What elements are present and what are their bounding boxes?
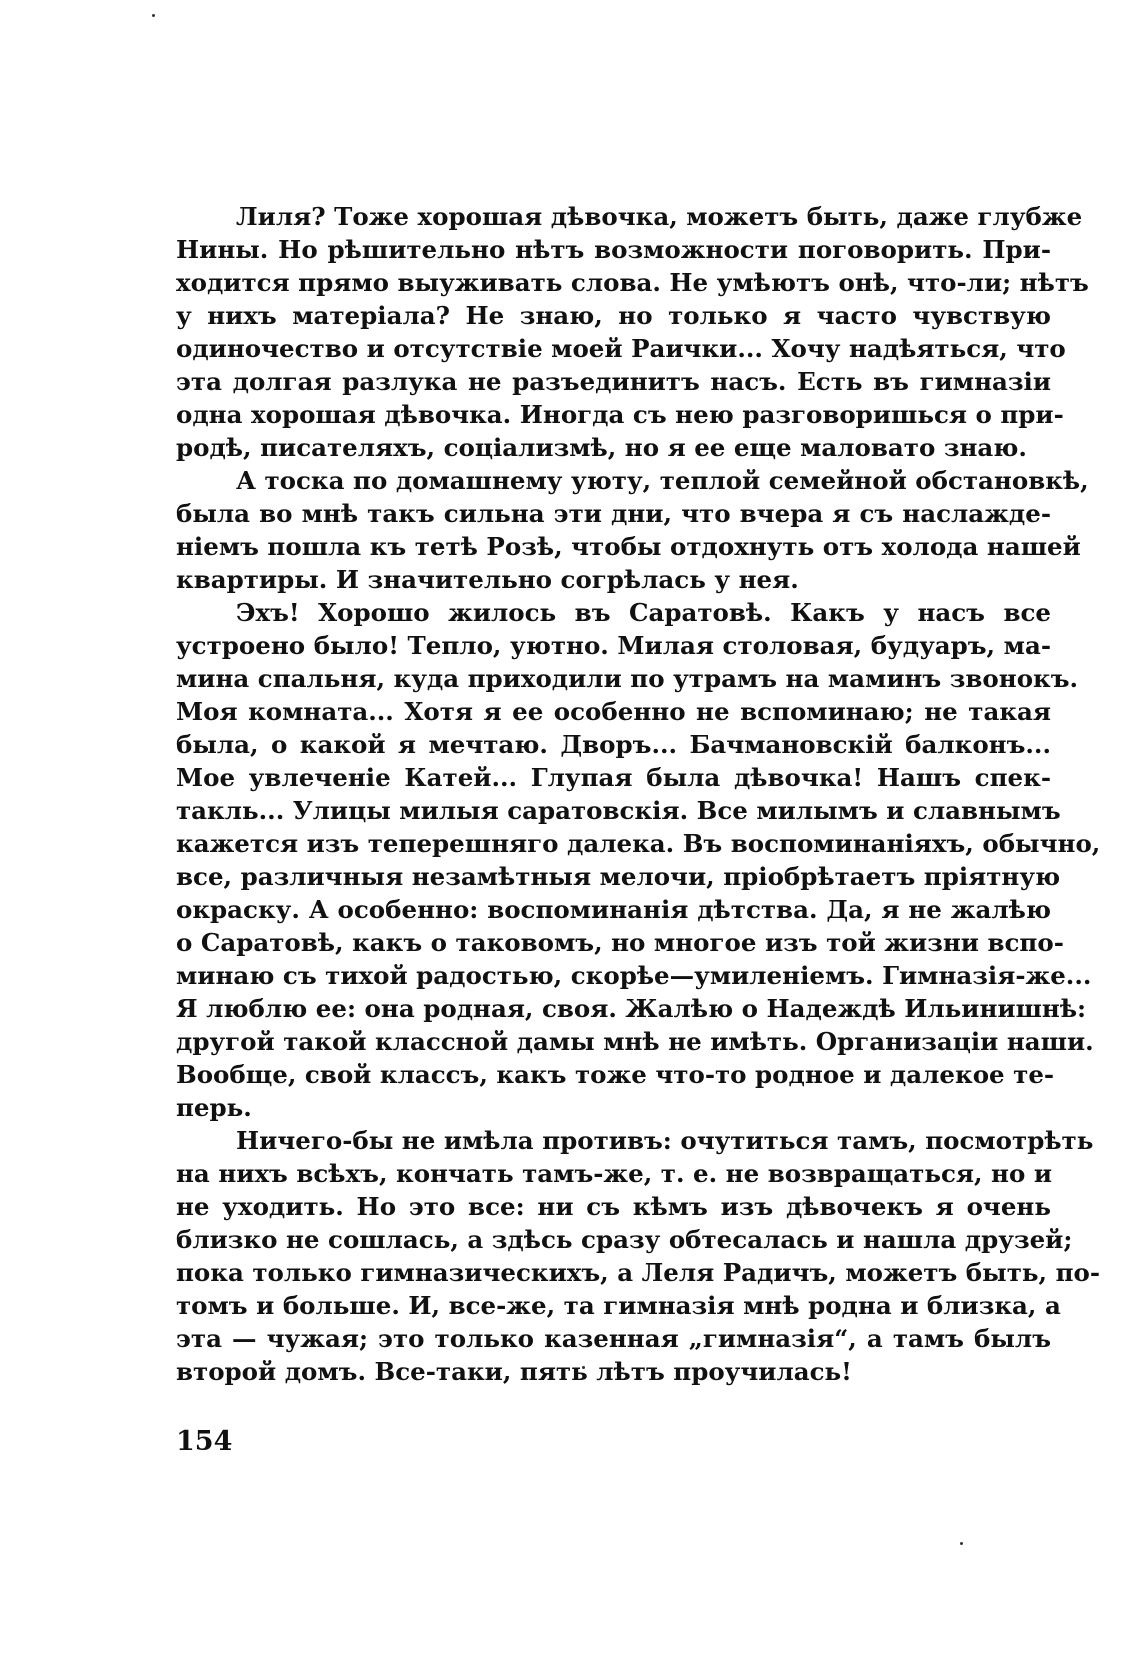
text-line: минаю съ тихой радостью, скорѣе—умиленіемъ. Гимназія-же... [176, 961, 1092, 990]
text-line: Эхъ! Хорошо жилось въ Саратовѣ. Какъ у насъ все [236, 598, 1051, 627]
page-number: 154 [176, 1426, 233, 1457]
text-line: устроено было! Тепло, уютно. Милая столовая, будуаръ, ма- [176, 631, 1051, 660]
text-line: эта — чужая; это только казенная „гимназія“, а тамъ былъ [176, 1324, 1051, 1353]
text-line: о Саратовѣ, какъ о таковомъ, но многое изъ той жизни вспо- [176, 928, 1064, 957]
text-line: томъ и больше. И, все-же, та гимназія мнѣ родна и близка, а [176, 1291, 1061, 1320]
text-line: родѣ, писателяхъ, соціализмѣ, но я ее еще маловато знаю. [176, 433, 1027, 462]
text-line: пока только гимназическихъ, а Леля Радичъ, можетъ быть, по- [176, 1258, 1101, 1287]
text-line: А тоска по домашнему уюту, теплой семейной обстановкѣ, [236, 466, 1089, 495]
text-line: была во мнѣ такъ сильна эти дни, что вчера я съ наслажде- [176, 499, 1051, 528]
text-line: Вообще, свой классъ, какъ тоже что-то родное и далекое те- [176, 1060, 1055, 1089]
text-line: второй домъ. Все-таки, пять лѣтъ проучилась! [176, 1357, 852, 1386]
paragraph [176, 200, 1089, 464]
text-line: не уходить. Но это все: ни съ кѣмъ изъ дѣвочекъ я очень [176, 1192, 1051, 1221]
text-line: Мое увлеченіе Катей... Глупая была дѣвочка! Нашъ спек- [176, 763, 1051, 792]
print-speck [960, 1542, 963, 1545]
text-line: Лиля? Тоже хорошая дѣвочка, можетъ быть, даже глубже [236, 202, 1083, 231]
text-line: эта долгая разлука не разъединитъ насъ. Есть въ гимназіи [176, 367, 1051, 396]
text-line: перь. [176, 1093, 252, 1122]
text-line: Моя комната... Хотя я ее особенно не вспоминаю; не такая [176, 697, 1051, 726]
text-line: ніемъ пошла къ тетѣ Розѣ, чтобы отдохнуть отъ холода нашей [176, 532, 1081, 561]
text-line: другой такой классной дамы мнѣ не имѣть. Организаціи наши. [176, 1027, 1094, 1056]
text-line: на нихъ всѣхъ, кончать тамъ-же, т. е. не возвращаться, но и [176, 1159, 1053, 1188]
text-line: Нины. Но рѣшительно нѣтъ возможности поговорить. При- [176, 235, 1051, 264]
text-line: Я люблю ее: она родная, своя. Жалѣю о Надеждѣ Ильинишнѣ: [176, 994, 1087, 1023]
text-line: кажется изъ теперешняго далека. Въ воспоминаніяхъ, обычно, [176, 829, 1101, 858]
text-line: такль... Улицы милыя саратовскія. Все милымъ и славнымъ [176, 796, 1061, 825]
text-line: Ничего-бы не имѣла противъ: очутиться тамъ, посмотрѣть [236, 1126, 1094, 1155]
text-line: была, о какой я мечтаю. Дворъ... Бачмановскій балконъ... [176, 730, 1051, 759]
text-line: близко не сошлась, а здѣсь сразу обтесалась и нашла друзей; [176, 1225, 1073, 1254]
text-line: окраску. А особенно: воспоминанія дѣтства. Да, я не жалѣю [176, 895, 1051, 924]
text-line: одна хорошая дѣвочка. Иногда съ нею разговоришься о при- [176, 400, 1064, 429]
print-speck [152, 14, 155, 17]
body-text [176, 200, 1101, 1388]
text-line: все, различныя незамѣтныя мелочи, пріобрѣтаетъ пріятную [176, 862, 1061, 891]
text-line: у нихъ матеріала? Не знаю, но только я часто чувствую [176, 301, 1051, 330]
paragraph [176, 1124, 1101, 1388]
paragraph [176, 464, 1089, 596]
text-line: ходится прямо выуживать слова. Не умѣютъ онѣ, что-ли; нѣтъ [176, 268, 1089, 297]
text-line: мина спальня, куда приходили по утрамъ на маминъ звонокъ. [176, 664, 1079, 693]
text-line: квартиры. И значительно согрѣлась у нея. [176, 565, 799, 594]
text-line: одиночество и отсутствіе моей Раички... Хочу надѣяться, что [176, 334, 1066, 363]
paragraph [176, 596, 1101, 1124]
